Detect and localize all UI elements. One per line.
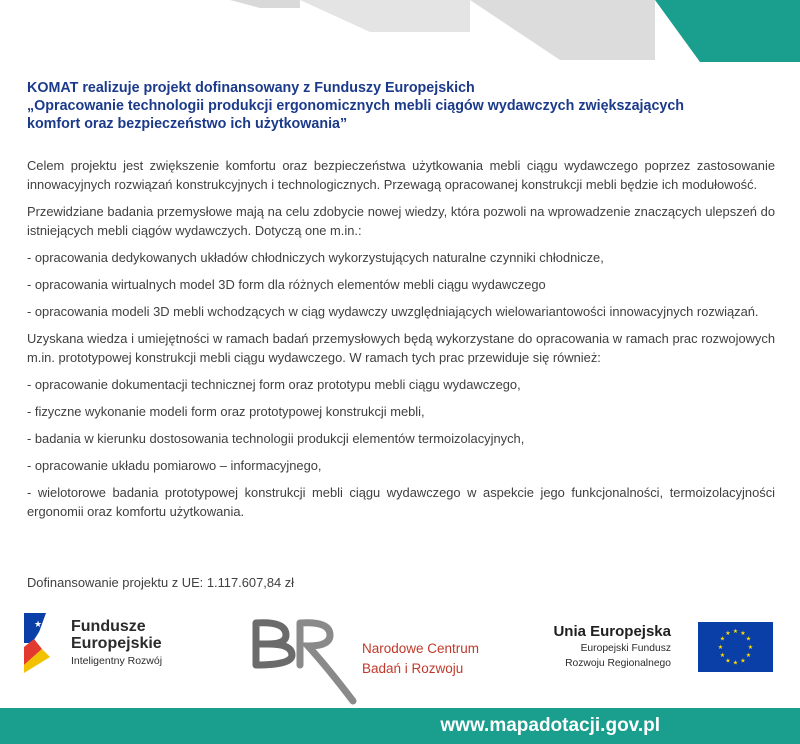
svg-text:★: ★ (740, 630, 746, 637)
fe-text (71, 618, 162, 667)
eu-text (553, 623, 671, 670)
fundusze-europejskie-logo (24, 613, 194, 678)
top-decoration (0, 0, 800, 70)
svg-text:★: ★ (747, 644, 754, 651)
list-item: - opracowania wirtualnych model 3D form dla różnych elementów mebli ciągu wydawczego (27, 277, 546, 292)
page-title (27, 79, 775, 133)
list-item: - opracowania dedykowanych układów chłodniczych wykorzystujących naturalne czynniki chłodnicze, (27, 250, 604, 265)
decor-stripe-2 (300, 0, 470, 32)
svg-text:★: ★ (745, 635, 752, 643)
svg-text:★: ★ (719, 652, 726, 659)
decor-stripe-1 (230, 0, 300, 8)
eu-subtitle-line-1: Europejski Fundusz (580, 643, 671, 654)
paragraph-development: Uzyskana wiedza i umiejętności w ramach badań przemysłowych będą wykorzystane do opracowania w ramach prac rozwojowych m.in. prototypowej konstrukcji mebli ciągu wydawczego. W ramach tych prac przewiduje się również: (27, 331, 775, 365)
svg-text:★: ★ (732, 659, 739, 667)
eu-flag-icon (698, 622, 773, 672)
title-line-3: komfort oraz bezpieczeństwo ich użytkowania” (27, 116, 348, 132)
svg-text:★: ★ (717, 644, 724, 651)
svg-text:★: ★ (725, 657, 731, 665)
fe-flag-icon (24, 613, 66, 673)
footer-url-link[interactable]: www.mapadotacji.gov.pl (440, 715, 660, 736)
funding-amount: Dofinansowanie projektu z UE: 1.117.607,84 zł (27, 575, 295, 590)
eu-subtitle-line-2: Rozwoju Regionalnego (565, 658, 671, 669)
fe-title-line-2: Europejskie (71, 635, 162, 652)
ncbr-text (362, 639, 479, 679)
ncbr-logo (248, 613, 498, 708)
ncbr-line-2: Badań i Rozwoju (362, 661, 464, 676)
list-item: - wielotorowe badania prototypowej konstrukcji mebli ciągu wydawczego w aspekcie jego funkcjonalności, termoizolacyjności ergonomii oraz komfortu użytkowania. (27, 485, 775, 519)
eu-logo (548, 620, 773, 680)
ncbr-line-1: Narodowe Centrum (362, 641, 480, 656)
footer-bar (0, 708, 800, 744)
svg-text:★: ★ (732, 628, 739, 635)
fe-title-line-1: Fundusze (71, 618, 146, 635)
list-item: - opracowania modeli 3D mebli wchodzących w ciąg wydawczy uwzględniających wielowariantowości innowacyjnych rozwiązań. (27, 304, 759, 319)
svg-text:★: ★ (34, 620, 43, 630)
svg-text:★: ★ (740, 657, 746, 665)
title-line-1: KOMAT realizuje projekt dofinansowany z Funduszy Europejskich (27, 80, 475, 96)
list-item: - opracowanie dokumentacji technicznej form oraz prototypu mebli ciągu wydawczego, (27, 377, 521, 392)
title-line-2: „Opracowanie technologii produkcji ergonomicznych mebli ciągów wydawczych zwiększających (27, 98, 685, 114)
logo-bar (0, 608, 800, 703)
decor-teal-block (655, 0, 800, 62)
list-item: - opracowanie układu pomiarowo – informacyjnego, (27, 458, 322, 473)
eu-title: Unia Europejska (553, 623, 671, 640)
svg-text:★: ★ (745, 652, 752, 659)
fe-subtitle: Inteligentny Rozwój (71, 655, 163, 667)
ncbr-br-icon (248, 613, 360, 708)
list-item: - fizyczne wykonanie modeli form oraz prototypowej konstrukcji mebli, (27, 404, 425, 419)
decor-stripe-3 (470, 0, 655, 60)
body-text (27, 156, 775, 529)
paragraph-goal: Celem projektu jest zwiększenie komfortu oraz bezpieczeństwa użytkowania mebli ciągu wydawczego poprzez zastosowanie innowacyjnych rozwiązań konstrukcyjnych i technologicznych. Przewagą opracowanej konstrukcji mebli będzie ich modułowość. (27, 158, 775, 192)
svg-text:★: ★ (719, 635, 726, 643)
svg-text:★: ★ (725, 630, 731, 637)
list-item: - badania w kierunku dostosowania technologii produkcji elementów termoizolacyjnych, (27, 431, 525, 446)
paragraph-research: Przewidziane badania przemysłowe mają na celu zdobycie nowej wiedzy, która pozwoli na wprowadzenie znaczących ulepszeń do istniejących mebli ciągów wydawczych. Dotyczą one m.in.: (27, 204, 775, 238)
